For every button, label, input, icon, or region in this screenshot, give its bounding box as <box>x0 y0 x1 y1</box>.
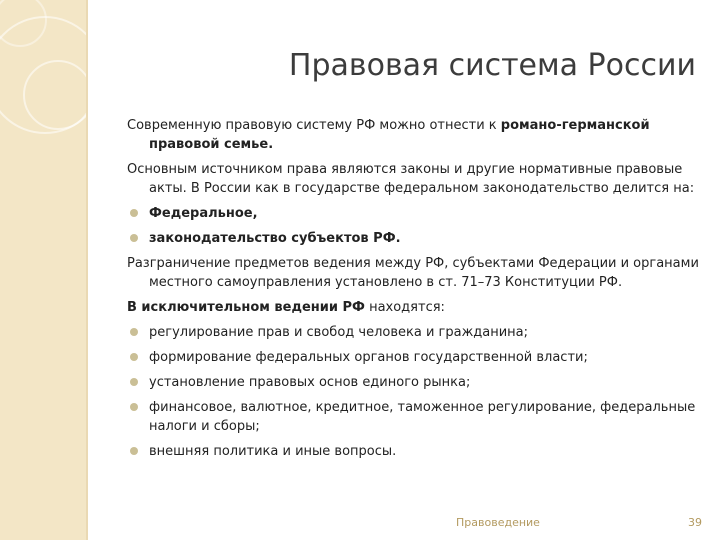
list-item: формирование федеральных органов государственной власти; <box>127 348 699 367</box>
paragraph-1-bold: романо-германской правовой семье. <box>149 118 650 152</box>
page-number: 39 <box>688 516 702 529</box>
list-item: регулирование прав и свобод человека и гражданина; <box>127 323 699 342</box>
paragraph-4: В исключительном ведении РФ находятся: <box>127 300 445 315</box>
list-item: Федеральное, <box>127 204 699 223</box>
slide-title: Правовая система России <box>288 48 696 83</box>
list-item: законодательство субъектов РФ. <box>127 229 699 248</box>
paragraph-3: Разграничение предметов ведения между РФ, субъектами Федерации и органами местного самоуправления установлено в ст. 71–73 Конституции РФ. <box>127 256 699 290</box>
sidebar-divider <box>86 0 88 540</box>
paragraph-4-bold: В исключительном ведении РФ <box>127 300 365 315</box>
slide-content <box>127 116 699 467</box>
list-item: финансовое, валютное, кредитное, таможенное регулирование, федеральные налоги и сборы; <box>127 398 699 436</box>
footer-text: Правоведение <box>456 516 540 529</box>
paragraph-1: Современную правовую систему РФ можно отнести к романо-германской правовой семье. <box>127 118 650 152</box>
decorative-sidebar <box>0 0 86 540</box>
list-item: внешняя политика и иные вопросы. <box>127 442 699 461</box>
paragraph-2: Основным источником права являются законы и другие нормативные правовые акты. В России как в государстве федеральном законодательство делится на: <box>127 162 695 196</box>
list-item: установление правовых основ единого рынка; <box>127 373 699 392</box>
decorative-circles <box>0 0 86 540</box>
